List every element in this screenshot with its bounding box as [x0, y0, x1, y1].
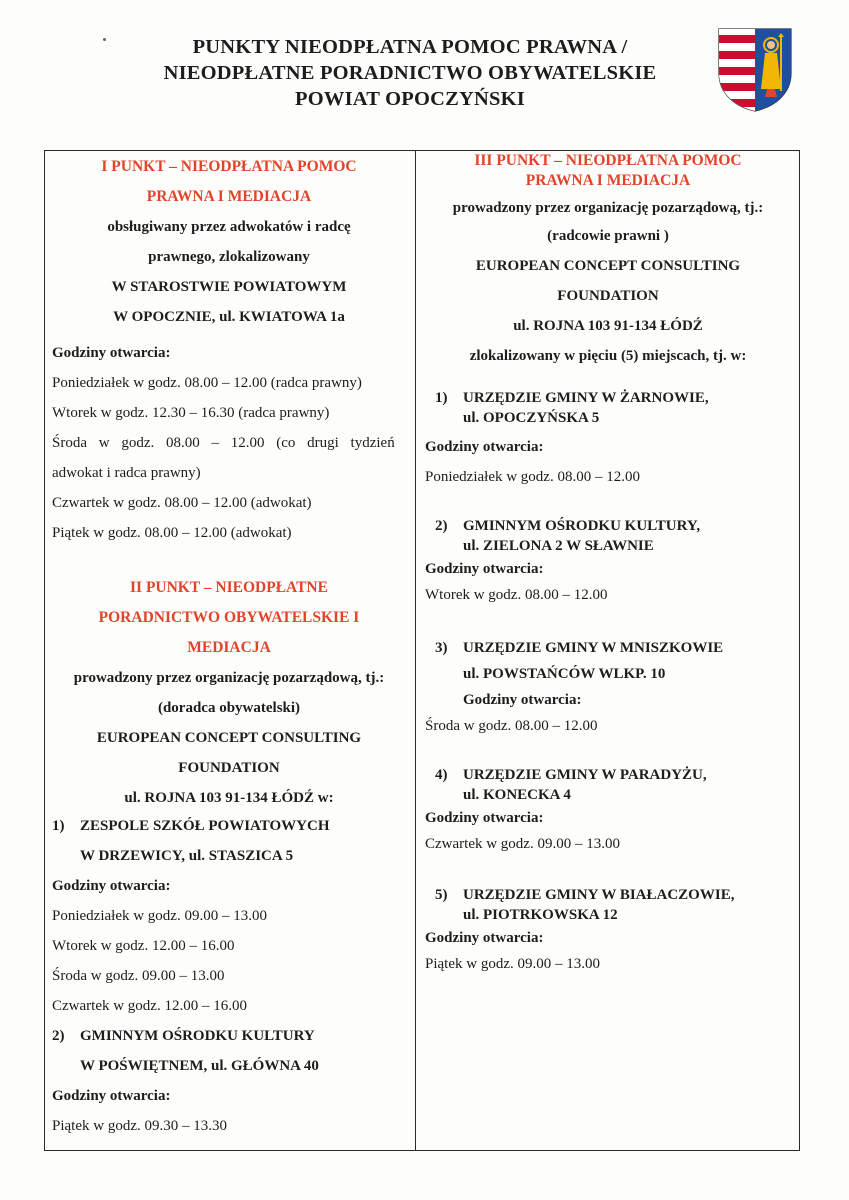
column-divider	[415, 150, 416, 1151]
punkt3-desc-1: prowadzony przez organizację pozarządową, tj.:	[452, 200, 764, 216]
punkt2-location-2-address: W POŚWIĘTNEM, ul. GŁÓWNA 40	[80, 1058, 319, 1074]
punkt2-location-1-hours-tue: Wtorek w godz. 12.00 – 16.00	[52, 938, 235, 954]
punkt3-location-3-address: ul. POWSTAŃCÓW WLKP. 10	[463, 666, 666, 682]
location-name: URZĘDZIE GMINY W ŻARNOWIE,	[463, 390, 709, 406]
punkt1-hours-thu: Czwartek w godz. 08.00 – 12.00 (adwokat)	[52, 495, 312, 511]
punkt3-location-3	[425, 637, 793, 659]
location-number: 1)	[435, 390, 448, 406]
punkt3-desc-2: (radcowie prawni )	[547, 228, 669, 244]
location-number: 1)	[52, 818, 65, 834]
punkt3-location-5	[425, 885, 793, 905]
punkt3-location-2-address: ul. ZIELONA 2 W SŁAWNIE	[463, 538, 654, 554]
punkt1-desc-1: obsługiwany przez adwokatów i radcę	[107, 219, 351, 235]
punkt2-org-1: EUROPEAN CONCEPT CONSULTING	[96, 730, 362, 746]
punkt2-location-2	[52, 1025, 408, 1047]
location-number: 2)	[435, 518, 448, 534]
punkt2-location-1-address: W DRZEWICY, ul. STASZICA 5	[80, 848, 294, 864]
punkt3-location-2	[425, 516, 793, 536]
punkt2-title-3: MEDIACJA	[187, 639, 271, 656]
punkt1-title-2: PRAWNA I MEDIACJA	[146, 188, 312, 205]
punkt1-hours-wed: Środa w godz. 08.00 – 12.00 (co drugi tydzień	[52, 435, 395, 451]
punkt2-org-2: FOUNDATION	[178, 760, 280, 776]
location-number: 2)	[52, 1028, 65, 1044]
punkt2-location-1-hours-wed: Środa w godz. 09.00 – 13.00	[52, 968, 225, 984]
title-line-2: NIEODPŁATNE PORADNICTWO OBYWATELSKIE	[163, 62, 657, 84]
punkt3-location-4-hours-label: Godziny otwarcia:	[425, 810, 544, 826]
location-number: 4)	[435, 767, 448, 783]
punkt1-hours-label: Godziny otwarcia:	[52, 345, 171, 361]
punkt3-title-2: PRAWNA I MEDIACJA	[525, 172, 691, 189]
location-number: 5)	[435, 887, 448, 903]
punkt3-title-1: III PUNKT – NIEODPŁATNA POMOC	[474, 152, 742, 169]
punkt2-location-1-hours-label: Godziny otwarcia:	[52, 878, 171, 894]
punkt2-location-1	[52, 815, 408, 837]
punkt1-hours-tue: Wtorek w godz. 12.30 – 16.30 (radca prawny)	[52, 405, 330, 421]
punkt1-hours-fri: Piątek w godz. 08.00 – 12.00 (adwokat)	[52, 525, 292, 541]
punkt3-location-1	[425, 388, 793, 408]
location-number: 3)	[435, 640, 448, 656]
punkt3-location-2-hours-label: Godziny otwarcia:	[425, 561, 544, 577]
location-name: URZĘDZIE GMINY W BIAŁACZOWIE,	[463, 887, 735, 903]
punkt3-location-4-hours: Czwartek w godz. 09.00 – 13.00	[425, 836, 620, 852]
punkt3-location-4-address: ul. KONECKA 4	[463, 787, 571, 803]
punkt2-title-2: PORADNICTWO OBYWATELSKIE I	[98, 609, 360, 626]
punkt3-location-5-hours: Piątek w godz. 09.00 – 13.00	[425, 956, 600, 972]
document-header	[120, 34, 700, 112]
punkt3-location-2-hours: Wtorek w godz. 08.00 – 12.00	[425, 587, 608, 603]
punkt2-title-1: II PUNKT – NIEODPŁATNE	[130, 579, 328, 596]
scan-speck	[103, 38, 106, 41]
punkt3-org-1: EUROPEAN CONCEPT CONSULTING	[475, 258, 741, 274]
punkt2-location-1-hours-mon: Poniedziałek w godz. 09.00 – 13.00	[52, 908, 267, 924]
punkt2-location-2-hours-label: Godziny otwarcia:	[52, 1088, 171, 1104]
punkt2-desc-1: prowadzony przez organizację pozarządową, tj.:	[73, 670, 385, 686]
punkt1-location-2: W OPOCZNIE, ul. KWIATOWA 1a	[113, 309, 345, 325]
punkt1-hours-mon: Poniedziałek w godz. 08.00 – 12.00 (radca prawny)	[52, 375, 362, 391]
location-name: GMINNYM OŚRODKU KULTURY	[80, 1028, 315, 1044]
punkt1-desc-2: prawnego, zlokalizowany	[148, 249, 310, 265]
punkt1-location-1: W STAROSTWIE POWIATOWYM	[111, 279, 347, 295]
title-line-3: POWIAT OPOCZYŃSKI	[295, 88, 525, 110]
location-name: URZĘDZIE GMINY W PARADYŻU,	[463, 767, 707, 783]
punkt3-org-address: ul. ROJNA 103 91-134 ŁÓDŹ	[513, 318, 703, 334]
punkt3-org-2: FOUNDATION	[557, 288, 659, 304]
punkt3-location-3-hours-label: Godziny otwarcia:	[463, 692, 582, 708]
punkt2-org-address: ul. ROJNA 103 91-134 ŁÓDŹ w:	[124, 790, 334, 806]
punkt2-location-2-hours-fri: Piątek w godz. 09.30 – 13.30	[52, 1118, 227, 1134]
punkt2-desc-2: (doradca obywatelski)	[157, 700, 301, 716]
punkt3-location-1-hours: Poniedziałek w godz. 08.00 – 12.00	[425, 469, 640, 485]
punkt3-org-note: zlokalizowany w pięciu (5) miejscach, tj. w:	[469, 348, 747, 364]
punkt3-location-4	[425, 765, 793, 785]
punkt3-location-1-address: ul. OPOCZYŃSKA 5	[463, 410, 600, 426]
punkt3-location-5-address: ul. PIOTRKOWSKA 12	[463, 907, 618, 923]
title-line-1: PUNKTY NIEODPŁATNA POMOC PRAWNA /	[192, 36, 628, 58]
punkt3-location-1-hours-label: Godziny otwarcia:	[425, 439, 544, 455]
punkt1-hours-wed-cont: adwokat i radca prawny)	[52, 465, 201, 481]
punkt3-location-5-hours-label: Godziny otwarcia:	[425, 930, 544, 946]
punkt1-title-1: I PUNKT – NIEODPŁATNA POMOC	[101, 158, 357, 175]
location-name: GMINNYM OŚRODKU KULTURY,	[463, 518, 701, 534]
coat-of-arms-icon	[717, 27, 793, 113]
punkt2-location-1-hours-thu: Czwartek w godz. 12.00 – 16.00	[52, 998, 247, 1014]
punkt3-location-3-hours: Środa w godz. 08.00 – 12.00	[425, 718, 598, 734]
location-name: URZĘDZIE GMINY W MNISZKOWIE	[463, 640, 724, 656]
location-name: ZESPOLE SZKÓŁ POWIATOWYCH	[80, 818, 330, 834]
